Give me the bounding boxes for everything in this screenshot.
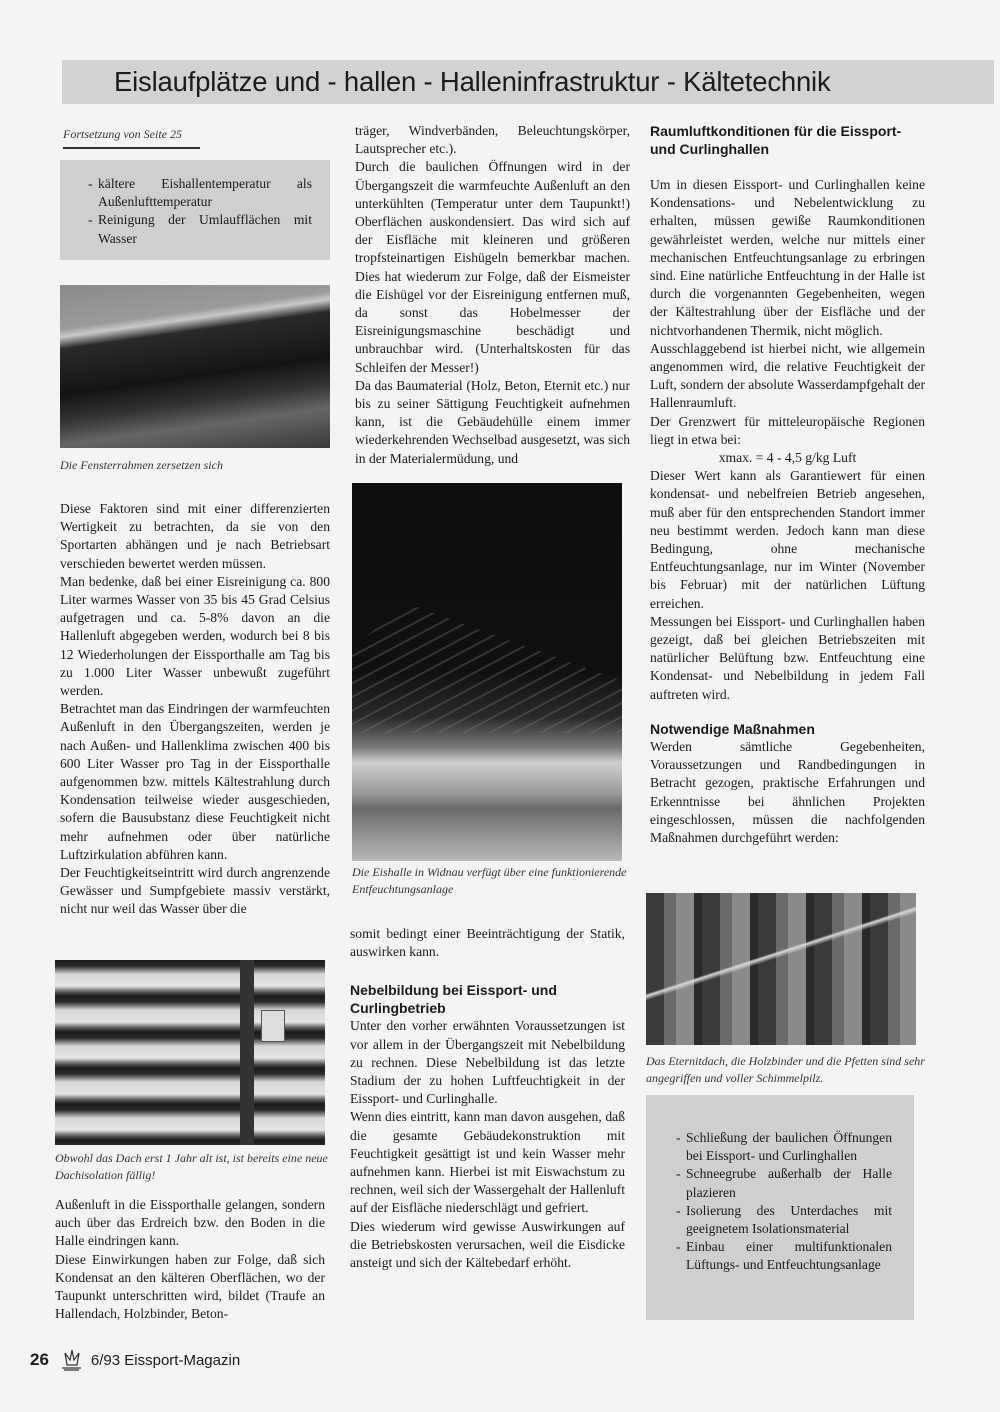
- photo-junction-box: [261, 1010, 285, 1042]
- paragraph: Der Feuchtigkeitseintritt wird durch angrenzende Gewässer und Sumpfgebiete massiv verstärkt, nicht nur weil das Wasser über die: [60, 865, 330, 917]
- factor-item: - kältere Eishallentemperatur als Außenlufttemperatur: [88, 175, 312, 211]
- title-bar: [62, 60, 994, 104]
- column-2-text-continued: [350, 925, 625, 1272]
- measure-item: - Einbau einer multifunktionalen Lüftungs- und Entfeuchtungsanlage: [676, 1238, 892, 1274]
- factor-box: [60, 160, 330, 260]
- paragraph: Diese Einwirkungen haben zur Folge, daß sich Kondensat an den kälteren Oberflächen, wo der Taupunkt unterschritten wird, bildet (Traufe an Hallendach, Holzbinder, Beton-: [55, 1251, 325, 1322]
- paragraph: somit bedingt einer Beeinträchtigung der Statik, auswirken kann.: [350, 926, 625, 960]
- page-number: 26: [30, 1350, 49, 1369]
- photo-caption: Obwohl das Dach erst 1 Jahr alt ist, ist bereits eine neue Dachisolation fällig!: [55, 1151, 328, 1182]
- section-heading-massnahmen: Notwendige Maßnahmen: [650, 720, 815, 737]
- magazine-issue: 6/93 Eissport-Magazin: [90, 1351, 241, 1369]
- page-footer: [30, 1348, 240, 1372]
- paragraph: Messungen bei Eissport- und Curlinghallen haben gezeigt, daß bei gleichen Betriebszeiten mit natürlicher Belüftung bzw. Entfeuchtung eine Kondensat- und Nebelbildung in jedem Fall auftreten wird.: [650, 613, 925, 702]
- column-2-text: [355, 122, 630, 468]
- paragraph: Unter den vorher erwähnten Voraussetzungen ist vor allem in der Übergangszeit mit Nebelbildung zu rechnen. Diese Nebelbildung ist das letzte Stadium der zu hohen Luftfeuchtigkeit in der Eissport- und Curlinghalle.: [350, 1018, 625, 1107]
- continuation-note: Fortsetzung von Seite 25: [63, 127, 200, 149]
- factor-item: - Reinigung der Umlaufflächen mit Wasser: [88, 211, 312, 247]
- measure-item: - Schneegrube außerhalb der Halle plazieren: [676, 1165, 892, 1201]
- column-1-text-continued: [55, 1196, 325, 1323]
- measures-box: [646, 1095, 914, 1320]
- paragraph: Werden sämtliche Gegebenheiten, Voraussetzungen und Randbedingungen in Betracht gezogen, praktische Erfahrungen und Erkenntnisse bei ähnlichen Projekten eingeschlossen, müssen die nachfolgenden Maßnahmen durchgeführt werden:: [650, 738, 925, 845]
- photo-roof-insulation: [55, 960, 325, 1145]
- photo-caption: Die Fensterrahmen zersetzen sich: [60, 458, 223, 472]
- paragraph: Durch die baulichen Öffnungen wird in der Übergangszeit die warmfeuchte Außenluft an den unterkühlten (Temperatur unter dem Taupunkt!) Oberflächen auskondensiert. Das wird sich auf der Eisfläche mit kleineren und größeren tropfsteinartigen Eishügeln bemerkbar machen. Dies hat wiederum zur Folge, daß der Eismeister die Eishügel vor der Eisreinigung entfernen muß, da sonst das Hobelmesser der Eisreinigungsmaschine beschädigt und unbrauchbar wird. (Unterhaltskosten für das Schleifen der Messer!): [355, 159, 630, 375]
- paragraph: Diese Faktoren sind mit einer differenzierten Wertigkeit zu betrachten, da sie von den Sportarten abhängen und je nach Betriebsart verschieden bewertet werden müssen.: [60, 501, 330, 571]
- paragraph: Man bedenke, daß bei einer Eisreinigung ca. 800 Liter warmes Wasser von 35 bis 45 Grad Celsius aufgetragen und ca. 5-8% davon an die Hallenluft abgegeben werden, wodurch bei 8 bis 12 Wiederholungen der Eissporthalle am Tag bis zu 1.000 Liter Wasser unbewußt zugeführt werden.: [60, 573, 330, 699]
- paragraph: Der Grenzwert für mitteleuropäische Regionen liegt in etwa bei:: [650, 413, 925, 447]
- photo-purlin-line: [646, 893, 916, 1045]
- paragraph: Dies wiederum wird gewisse Auswirkungen auf die Betriebskosten verursachen, weil die Eisdicke ansteigt und sich der Kältebedarf erhöht.: [350, 1218, 625, 1271]
- column-1-text: [60, 500, 330, 919]
- photo-window-frames: [60, 285, 330, 448]
- photo-roof-trusses: [352, 603, 622, 733]
- photo-eternit-roof: [646, 893, 916, 1045]
- section-heading-raumluft: Raumluftkonditionen für die Eissport- und Curlinghallen: [650, 123, 902, 157]
- photo-caption: Das Eternitdach, die Holzbinder und die Pfetten sind sehr angegriffen und voller Schimmelpilz.: [646, 1054, 925, 1085]
- paragraph: träger, Windverbänden, Beleuchtungskörper, Lautsprecher etc.).: [355, 123, 630, 157]
- photo-caption: Die Eishalle in Widnau verfügt über eine funktionierende Entfeuchtungsanlage: [352, 865, 627, 896]
- paragraph: Dieser Wert kann als Garantiewert für einen kondensat- und nebelfreien Betrieb angesehen, muß aber für den entsprechenden Standort immer neu bestimmt werden. Jedoch kann man diese Bedingung, ohne mechanische Entfeuchtungsanlage, nur im Winter (November bis Februar) mit der natürlichen Lüftung erreichen.: [650, 468, 925, 611]
- skate-leaf-logo-icon: [59, 1347, 85, 1373]
- paragraph: Außenluft in die Eissporthalle gelangen, sondern auch über das Erdreich bzw. den Boden in die Halle eindringen kann.: [55, 1197, 325, 1249]
- measure-item: - Isolierung des Unterdaches mit geeignetem Isolationsmaterial: [676, 1202, 892, 1238]
- page-title: Eislaufplätze und - hallen - Halleninfrastruktur - Kältetechnik: [114, 66, 831, 97]
- photo-beam: [240, 960, 254, 1145]
- measure-item: - Schließung der baulichen Öffnungen bei Eissport- und Curlinghallen: [676, 1129, 892, 1165]
- paragraph: Wenn dies eintritt, kann man davon ausgehen, daß die gesamte Gebäudekonstruktion mit Feuchtigkeit gesättigt ist und kein Wasser mehr aufnehmen kann. Hierbei ist mit Eiswachstum zu rechnen, weil sich der Wassergehalt der Hallenluft auf der Eisfläche niederschlägt und gefriert.: [350, 1109, 625, 1216]
- paragraph: Da das Baumaterial (Holz, Beton, Eternit etc.) nur bis zu seiner Sättigung Feuchtigkeit aufnehmen kann, ist die Gebäudehülle einem immer wiederkehrenden Wechselbad ausgesetzt, was sich in der Materialermüdung, und: [355, 377, 630, 466]
- photo-widnau-ice-hall: [352, 483, 622, 861]
- paragraph: Ausschlaggebend ist hierbei nicht, wie allgemein angenommen wird, die relative Feuchtigkeit der Luft, sondern der absolute Wasserdampfgehalt der Hallenraumluft.: [650, 340, 925, 411]
- paragraph: Betrachtet man das Eindringen der warmfeuchten Außenluft in den Übergangszeiten, werden je nach Außen- und Hallenklima zwischen 400 bis 600 Liter Wasser pro Tag in der Eissporthalle aufgenommen bzw. mittels Kältestrahlung durch Kondensation teilweise wieder ausgeschieden, sofern die Bausubstanz diese Feuchtigkeit nicht mehr aufnehmen oder über natürliche Luftzirkulation abführen kann.: [60, 701, 330, 862]
- column-3-text: [650, 122, 925, 847]
- paragraph: Um in diesen Eissport- und Curlinghallen keine Kondensations- und Nebelentwicklung zu erhalten, müssen gewiße Raumkonditionen gewährleistet werden, welche nur mittels einer mechanischen Entfeuchtungsanlage zu erbringen sind. Eine natürliche Entfeuchtung in der Halle ist durch die vorgenannten Gegebenheiten, wegen der Kältestrahlung über der Eisfläche und der nichtvorhandenen Thermik, nicht möglich.: [650, 177, 925, 338]
- formula: xmax. = 4 - 4,5 g/kg Luft: [718, 450, 857, 466]
- section-heading-nebelbildung: Nebelbildung bei Eissport- und Curlingbetrieb: [350, 982, 557, 1017]
